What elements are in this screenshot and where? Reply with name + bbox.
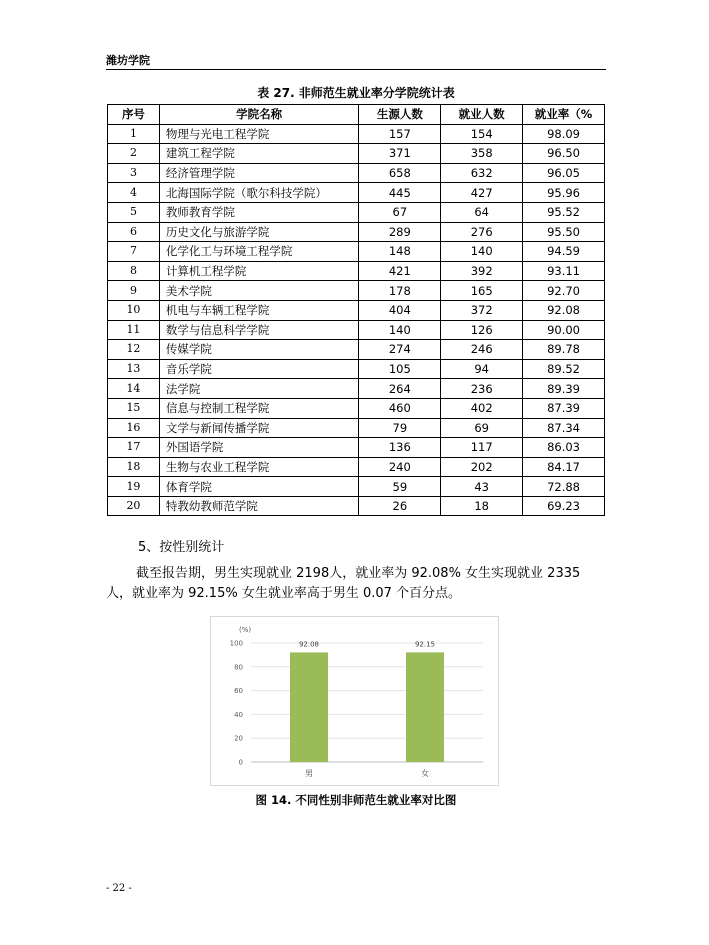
cell-college: 经济管理学院 — [159, 163, 359, 183]
chart-bar — [406, 652, 444, 762]
table-row — [108, 398, 605, 418]
cell-employed: 427 — [441, 183, 523, 203]
cell-college: 信息与控制工程学院 — [159, 398, 359, 418]
cell-graduates: 274 — [359, 340, 441, 360]
cell-no: 11 — [108, 320, 160, 340]
cell-rate: 98.09 — [523, 124, 605, 144]
figure-caption: 图 14. 不同性别非师范生就业率对比图 — [255, 793, 457, 807]
table-row — [108, 320, 605, 340]
cell-rate: 95.52 — [523, 202, 605, 222]
cell-rate: 93.11 — [523, 261, 605, 281]
page-number: - 22 - — [106, 883, 132, 894]
table-row — [108, 124, 605, 144]
gender-employment-chart — [210, 616, 499, 786]
cell-no: 13 — [108, 359, 160, 379]
chart-y-tick-label: 40 — [234, 710, 243, 719]
cell-graduates: 79 — [359, 418, 441, 438]
cell-no: 6 — [108, 222, 160, 242]
cell-no: 18 — [108, 457, 160, 477]
cell-employed: 140 — [441, 242, 523, 262]
cell-college: 化学化工与环境工程学院 — [159, 242, 359, 262]
cell-employed: 117 — [441, 438, 523, 458]
table-row — [108, 359, 605, 379]
cell-rate: 87.34 — [523, 418, 605, 438]
column-header-college: 学院名称 — [159, 105, 359, 125]
cell-no: 19 — [108, 477, 160, 497]
cell-no: 2 — [108, 144, 160, 164]
cell-graduates: 140 — [359, 320, 441, 340]
table-row — [108, 496, 605, 516]
cell-college: 教师教育学院 — [159, 202, 359, 222]
cell-no: 15 — [108, 398, 160, 418]
cell-employed: 94 — [441, 359, 523, 379]
table-row — [108, 144, 605, 164]
cell-employed: 402 — [441, 398, 523, 418]
cell-rate: 89.39 — [523, 379, 605, 399]
chart-unit-label: (%) — [239, 626, 252, 634]
column-header-graduates: 生源人数 — [359, 105, 441, 125]
cell-employed: 632 — [441, 163, 523, 183]
cell-rate: 96.50 — [523, 144, 605, 164]
chart-y-tick-label: 0 — [238, 758, 243, 767]
chart-category-label: 男 — [305, 769, 313, 778]
cell-graduates: 421 — [359, 261, 441, 281]
cell-rate: 89.78 — [523, 340, 605, 360]
cell-college: 法学院 — [159, 379, 359, 399]
table-row — [108, 202, 605, 222]
college-employment-table — [107, 104, 605, 516]
cell-employed: 236 — [441, 379, 523, 399]
cell-employed: 154 — [441, 124, 523, 144]
cell-graduates: 67 — [359, 202, 441, 222]
cell-no: 10 — [108, 300, 160, 320]
cell-college: 物理与光电工程学院 — [159, 124, 359, 144]
cell-college: 计算机工程学院 — [159, 261, 359, 281]
cell-employed: 202 — [441, 457, 523, 477]
chart-category-label: 女 — [421, 769, 429, 778]
cell-graduates: 26 — [359, 496, 441, 516]
cell-rate: 95.96 — [523, 183, 605, 203]
cell-employed: 69 — [441, 418, 523, 438]
cell-no: 3 — [108, 163, 160, 183]
table-row — [108, 477, 605, 497]
cell-employed: 246 — [441, 340, 523, 360]
cell-college: 外国语学院 — [159, 438, 359, 458]
table-row — [108, 438, 605, 458]
table-row — [108, 457, 605, 477]
column-header-no: 序号 — [108, 105, 160, 125]
cell-employed: 43 — [441, 477, 523, 497]
section-paragraph: 截至报告期，男生实现就业 2198人，就业率为 92.08% 女生实现就业 2335人，就业率为 92.15% 女生就业率高于男生 0.07 个百分点。 — [106, 566, 581, 601]
cell-graduates: 460 — [359, 398, 441, 418]
section-title: 5、按性别统计 — [138, 540, 225, 555]
cell-rate: 84.17 — [523, 457, 605, 477]
cell-employed: 372 — [441, 300, 523, 320]
cell-rate: 96.05 — [523, 163, 605, 183]
cell-graduates: 289 — [359, 222, 441, 242]
cell-college: 体育学院 — [159, 477, 359, 497]
table-header-row — [108, 105, 605, 125]
cell-no: 4 — [108, 183, 160, 203]
cell-no: 9 — [108, 281, 160, 301]
cell-graduates: 371 — [359, 144, 441, 164]
table-row — [108, 418, 605, 438]
chart-bar — [290, 652, 328, 762]
cell-college: 历史文化与旅游学院 — [159, 222, 359, 242]
cell-college: 特教幼教师范学院 — [159, 496, 359, 516]
cell-employed: 276 — [441, 222, 523, 242]
cell-college: 美术学院 — [159, 281, 359, 301]
cell-employed: 392 — [441, 261, 523, 281]
cell-employed: 18 — [441, 496, 523, 516]
column-header-rate: 就业率（% — [523, 105, 605, 125]
table-caption: 表 27. 非师范生就业率分学院统计表 — [257, 86, 455, 100]
table-row — [108, 261, 605, 281]
cell-graduates: 445 — [359, 183, 441, 203]
cell-employed: 64 — [441, 202, 523, 222]
cell-no: 20 — [108, 496, 160, 516]
table-row — [108, 222, 605, 242]
chart-y-tick-label: 100 — [229, 639, 243, 648]
cell-graduates: 178 — [359, 281, 441, 301]
cell-employed: 126 — [441, 320, 523, 340]
table-row — [108, 379, 605, 399]
cell-graduates: 59 — [359, 477, 441, 497]
cell-rate: 87.39 — [523, 398, 605, 418]
cell-rate: 92.08 — [523, 300, 605, 320]
cell-no: 17 — [108, 438, 160, 458]
cell-employed: 165 — [441, 281, 523, 301]
cell-no: 1 — [108, 124, 160, 144]
cell-graduates: 264 — [359, 379, 441, 399]
chart-y-tick-label: 60 — [234, 687, 243, 696]
table-row — [108, 281, 605, 301]
table-row — [108, 163, 605, 183]
header-institution: 潍坊学院 — [106, 54, 150, 67]
cell-no: 12 — [108, 340, 160, 360]
cell-employed: 358 — [441, 144, 523, 164]
cell-college: 建筑工程学院 — [159, 144, 359, 164]
cell-no: 16 — [108, 418, 160, 438]
table-row — [108, 340, 605, 360]
cell-no: 7 — [108, 242, 160, 262]
chart-data-label: 92.15 — [414, 640, 436, 649]
cell-college: 数学与信息科学学院 — [159, 320, 359, 340]
cell-rate: 95.50 — [523, 222, 605, 242]
table-row — [108, 300, 605, 320]
cell-graduates: 148 — [359, 242, 441, 262]
cell-graduates: 240 — [359, 457, 441, 477]
chart-data-label: 92.08 — [298, 640, 320, 649]
column-header-employed: 就业人数 — [441, 105, 523, 125]
chart-y-tick-label: 20 — [234, 734, 243, 743]
cell-rate: 92.70 — [523, 281, 605, 301]
cell-college: 北海国际学院（歌尔科技学院） — [159, 183, 359, 203]
cell-graduates: 157 — [359, 124, 441, 144]
cell-no: 8 — [108, 261, 160, 281]
header-divider — [106, 69, 606, 70]
cell-college: 文学与新闻传播学院 — [159, 418, 359, 438]
cell-college: 机电与车辆工程学院 — [159, 300, 359, 320]
cell-rate: 94.59 — [523, 242, 605, 262]
cell-rate: 89.52 — [523, 359, 605, 379]
cell-graduates: 105 — [359, 359, 441, 379]
cell-graduates: 658 — [359, 163, 441, 183]
cell-rate: 86.03 — [523, 438, 605, 458]
cell-graduates: 404 — [359, 300, 441, 320]
table-row — [108, 242, 605, 262]
chart-y-tick-label: 80 — [234, 663, 243, 672]
cell-college: 音乐学院 — [159, 359, 359, 379]
cell-graduates: 136 — [359, 438, 441, 458]
table-body — [108, 124, 605, 516]
cell-no: 5 — [108, 202, 160, 222]
cell-no: 14 — [108, 379, 160, 399]
cell-rate: 90.00 — [523, 320, 605, 340]
chart-canvas — [211, 617, 498, 785]
cell-rate: 69.23 — [523, 496, 605, 516]
cell-rate: 72.88 — [523, 477, 605, 497]
cell-college: 生物与农业工程学院 — [159, 457, 359, 477]
cell-college: 传媒学院 — [159, 340, 359, 360]
table-row — [108, 183, 605, 203]
